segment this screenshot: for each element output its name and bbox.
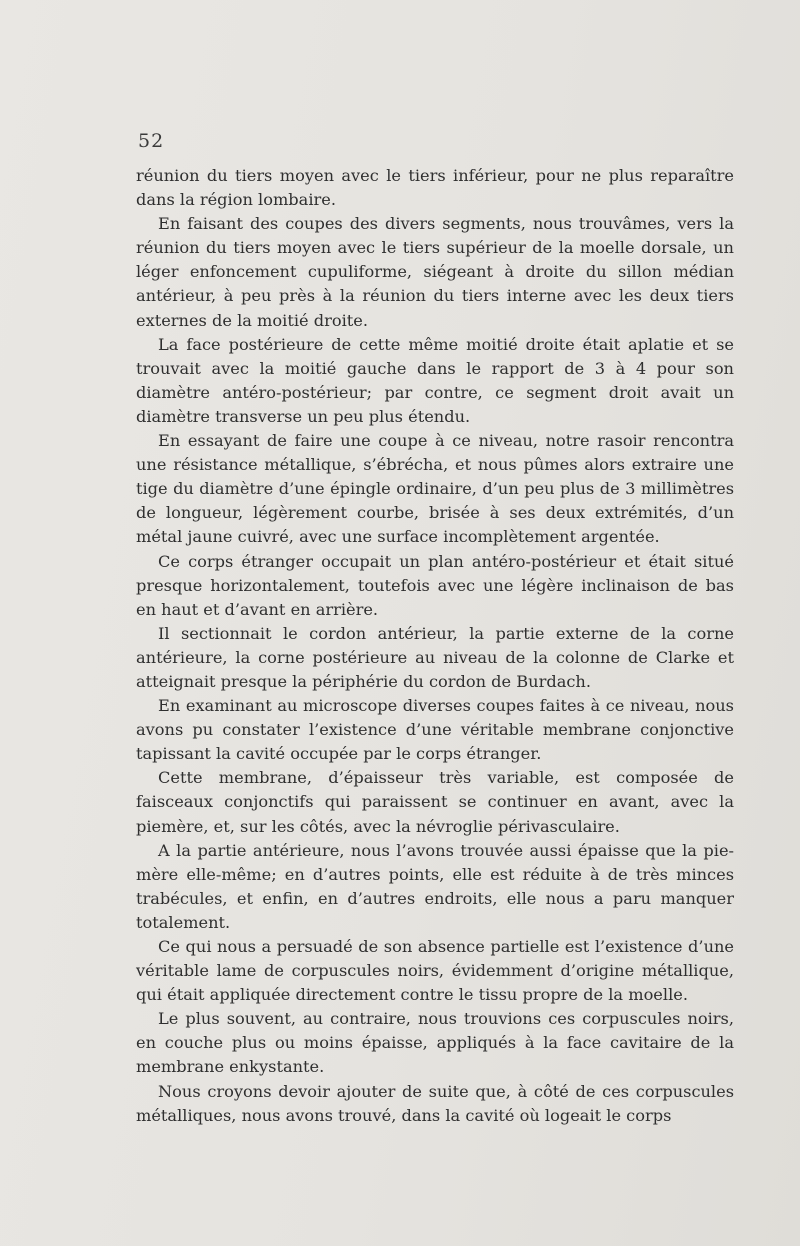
body-text — [136, 164, 734, 1128]
paragraph: Le plus souvent, au contraire, nous trouvions ces corpuscules noirs, en couche plus ou moins épaisse, appliqués à la face cavitaire de la membrane enkystante. — [136, 1009, 734, 1077]
paragraph: La face postérieure de cette même moitié droite était aplatie et se trouvait avec la moitié gauche dans le rapport de 3 à 4 pour son diamètre antéro-postérieur; par contre, ce segment droit avait un diamètre transverse un peu plus étendu. — [136, 334, 734, 426]
paragraph: Il sectionnait le cordon antérieur, la partie externe de la corne antérieure, la corne postérieure au niveau de la colonne de Clarke et atteignait presque la périphérie du cordon de Burdach. — [136, 623, 734, 691]
paragraph: Ce qui nous a persuadé de son absence partielle est l’existence d’une véritable lame de corpuscules noirs, évidemment d’origine métallique, qui était appliquée directement contre le tissu propre de la moelle. — [136, 937, 734, 1005]
page-number: 52 — [138, 130, 165, 152]
paragraph: En examinant au microscope diverses coupes faites à ce niveau, nous avons pu constater l’existence d’une véritable membrane conjonctive tapissant la cavité occupée par le corps étranger. — [136, 696, 734, 764]
paragraph: En essayant de faire une coupe à ce niveau, notre rasoir rencontra une résistance métallique, s’ébrécha, et nous pûmes alors extraire une tige du diamètre d’une épingle ordinaire, d’un peu plus de 3 millimètres de longueur, légèrement courbe, brisée à ses deux extrémités, d’un métal jaune cuivré, avec une surface incomplètement argentée. — [136, 431, 734, 547]
paragraph: A la partie antérieure, nous l’avons trouvée aussi épaisse que la pie-mère elle-même; en d’autres points, elle est réduite à de très minces trabécules, et enfin, en d’autres endroits, elle nous a paru manquer totalement. — [136, 840, 734, 932]
paragraph: En faisant des coupes des divers segments, nous trouvâmes, vers la réunion du tiers moyen avec le tiers supérieur de la moelle dorsale, un léger enfoncement cupuliforme, siégeant à droite du sillon médian antérieur, à peu près à la réunion du tiers interne avec les deux tiers externes de la moitié droite. — [136, 214, 734, 330]
paragraph: réunion du tiers moyen avec le tiers inférieur, pour ne plus reparaître dans la région lombaire. — [136, 166, 734, 210]
paragraph: Cette membrane, d’épaisseur très variable, est composée de faisceaux conjonctifs qui paraissent se continuer en avant, avec la piemère, et, sur les côtés, avec la névroglie périvasculaire. — [136, 768, 734, 836]
paragraph: Nous croyons devoir ajouter de suite que, à côté de ces corpuscules métalliques, nous avons trouvé, dans la cavité où logeait le corps — [136, 1081, 734, 1125]
paragraph: Ce corps étranger occupait un plan antéro-postérieur et était situé presque horizontalement, toutefois avec une légère inclinaison de bas en haut et d’avant en arrière. — [136, 551, 734, 619]
